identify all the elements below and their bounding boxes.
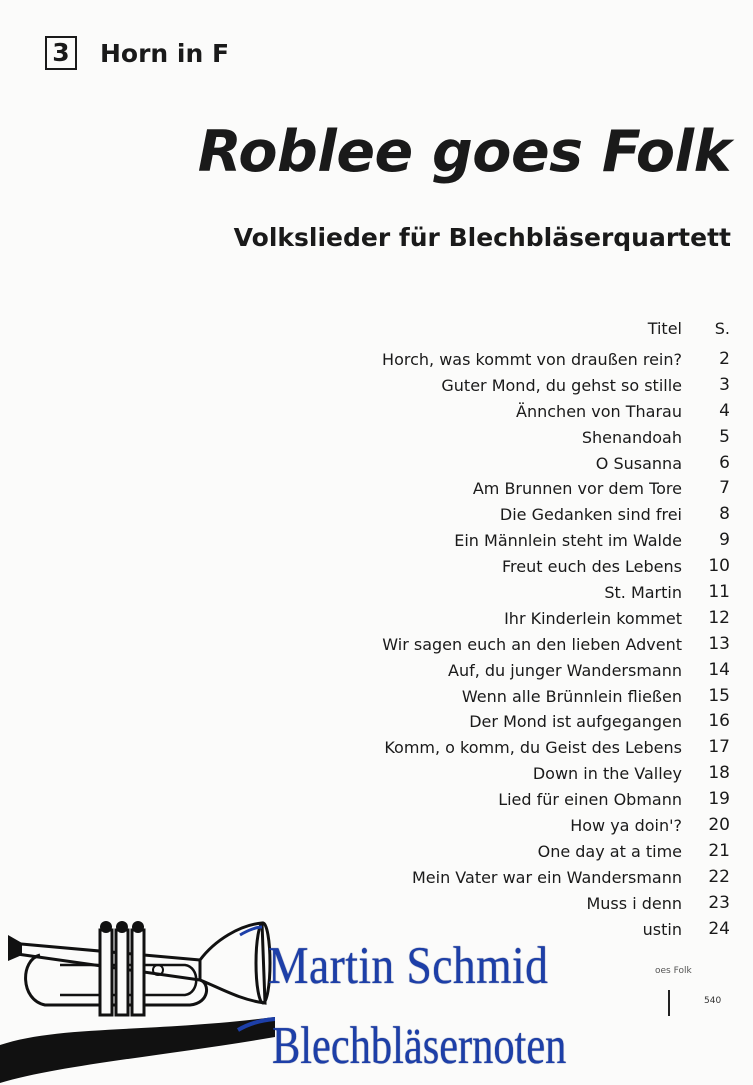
toc-entry-page: 13 <box>708 633 730 654</box>
toc-entry <box>300 761 730 787</box>
toc-entry <box>300 451 730 477</box>
toc-entry-title: Lied für einen Obmann <box>498 790 682 810</box>
toc-page-column-header: S. <box>714 319 730 338</box>
toc-entry-title: Wir sagen euch an den lieben Advent <box>382 634 682 654</box>
toc-entry-title: Ihr Kinderlein kommet <box>504 608 682 628</box>
toc-entry-page: 9 <box>719 530 730 551</box>
toc-entry <box>300 891 730 917</box>
toc-entry <box>300 658 730 684</box>
toc-entry <box>300 735 730 761</box>
page-title: Roblee goes Folk <box>197 119 731 185</box>
toc-entry-title: Down in the Valley <box>532 764 682 784</box>
toc-entry <box>300 528 730 554</box>
toc-entry-page: 19 <box>708 789 730 810</box>
toc-entry <box>300 839 730 865</box>
toc-entry-page: 7 <box>719 478 730 499</box>
toc-entry-page: 11 <box>708 582 730 603</box>
toc-entry-page: 16 <box>708 711 730 732</box>
toc-entry-title: Auf, du junger Wandersmann <box>448 660 682 680</box>
toc-entry-title: Guter Mond, du gehst so stille <box>441 375 682 395</box>
toc-entry <box>300 554 730 580</box>
toc-entry-page: 18 <box>708 763 730 784</box>
trumpet-icon <box>0 905 275 1085</box>
part-number-box: 3 <box>45 36 77 70</box>
toc-entry-title: O Susanna <box>595 453 682 473</box>
table-of-contents <box>300 347 730 942</box>
toc-entry-title: Am Brunnen vor dem Tore <box>472 479 682 499</box>
toc-entry-title: Die Gedanken sind frei <box>499 505 682 525</box>
toc-entry-page: 3 <box>719 374 730 395</box>
toc-entry-page: 12 <box>708 607 730 628</box>
toc-entry-page: 21 <box>708 840 730 861</box>
toc-entry-page: 23 <box>708 892 730 913</box>
toc-entry-title: ustin <box>642 919 682 939</box>
toc-entry-title: Ein Männlein steht im Walde <box>454 531 682 551</box>
toc-entry-page: 22 <box>708 866 730 887</box>
toc-entry <box>300 787 730 813</box>
toc-entry-page: 5 <box>719 426 730 447</box>
toc-entry <box>300 813 730 839</box>
toc-entry-page: 4 <box>719 400 730 421</box>
toc-entry <box>300 865 730 891</box>
footer-page-number: 540 <box>704 996 722 1006</box>
instrument-label: Horn in F <box>100 39 230 68</box>
toc-entry-title: Der Mond ist aufgegangen <box>469 712 682 732</box>
toc-entry-title: Ännchen von Tharau <box>516 401 682 421</box>
toc-entry-title: Mein Vater war ein Wandersmann <box>411 867 682 887</box>
toc-entry <box>300 347 730 373</box>
toc-entry-page: 8 <box>719 504 730 525</box>
toc-entry-title: Komm, o komm, du Geist des Lebens <box>384 738 682 758</box>
toc-entry-title: Shenandoah <box>581 427 682 447</box>
toc-entry <box>300 632 730 658</box>
toc-entry-page: 15 <box>708 685 730 706</box>
toc-entry-page: 6 <box>719 452 730 473</box>
toc-entry <box>300 606 730 632</box>
footer-divider <box>668 990 670 1016</box>
toc-entry <box>300 373 730 399</box>
toc-entry <box>300 684 730 710</box>
toc-entry <box>300 709 730 735</box>
watermark-line-2: Blechbläsernoten <box>272 1017 567 1075</box>
toc-entry-title: St. Martin <box>604 583 682 603</box>
watermark-line-1: Martin Schmid <box>268 937 549 995</box>
toc-entry-page: 14 <box>708 659 730 680</box>
toc-entry <box>300 425 730 451</box>
toc-entry <box>300 502 730 528</box>
toc-entry-title: Freut euch des Lebens <box>502 557 682 577</box>
toc-entry-page: 2 <box>719 349 730 369</box>
toc-entry-page: 20 <box>708 815 730 836</box>
toc-header <box>380 315 730 343</box>
toc-entry-page: 10 <box>708 556 730 577</box>
toc-entry-title: How ya doin'? <box>570 816 682 836</box>
page-subtitle: Volkslieder für Blechbläserquartett <box>233 223 731 252</box>
toc-entry-title: Horch, was kommt von draußen rein? <box>382 350 682 369</box>
toc-entry-title: One day at a time <box>537 841 682 861</box>
toc-entry-page: 24 <box>708 918 730 939</box>
toc-entry-title: Wenn alle Brünnlein fließen <box>461 686 682 706</box>
toc-entry <box>300 399 730 425</box>
toc-entry-title: Muss i denn <box>586 893 682 913</box>
toc-entry <box>300 476 730 502</box>
footer-partial-title: oes Folk <box>655 966 692 976</box>
toc-entry-page: 17 <box>708 737 730 758</box>
toc-entry <box>300 580 730 606</box>
toc-title-column-header: Titel <box>647 319 682 338</box>
